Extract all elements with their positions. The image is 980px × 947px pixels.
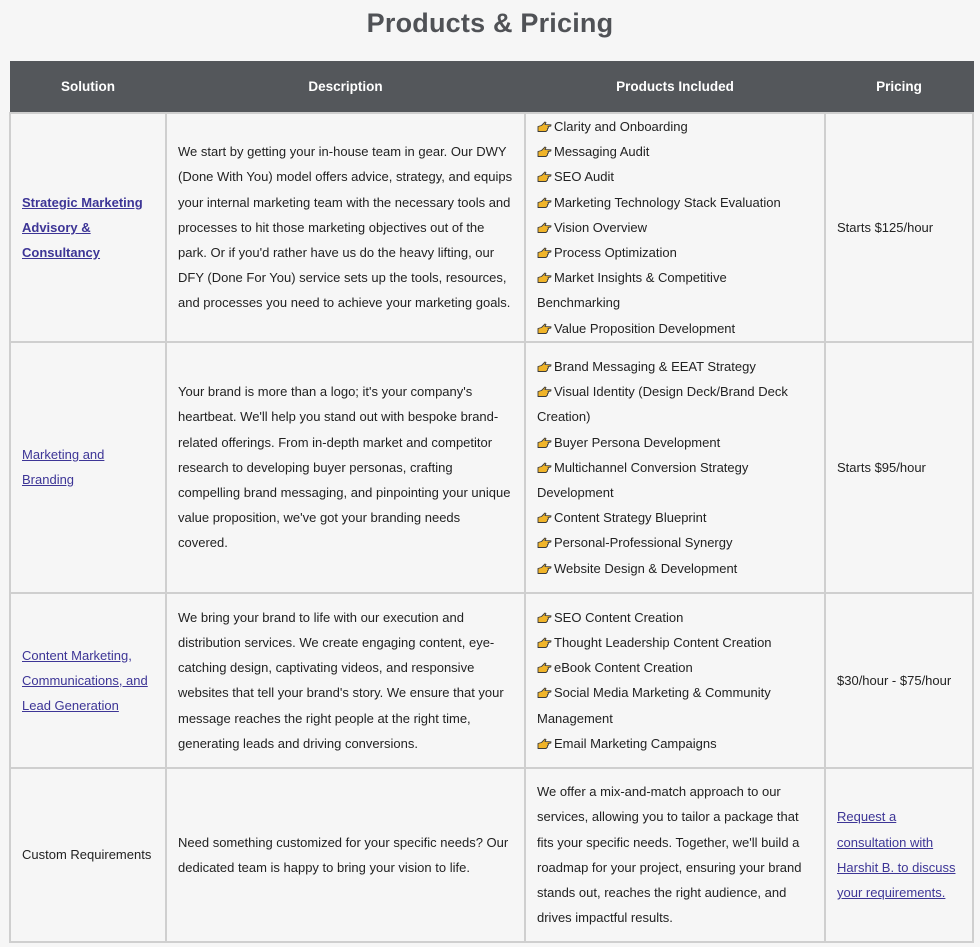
solution-link-marketing-branding[interactable]: Marketing and Branding bbox=[22, 447, 105, 488]
header-solution: Solution bbox=[10, 62, 166, 114]
products-list bbox=[537, 354, 813, 581]
product-item bbox=[537, 190, 813, 215]
product-item-label: Multichannel Conversion Strategy Development bbox=[537, 459, 749, 500]
pricing-table bbox=[9, 61, 974, 943]
page-title: Products & Pricing bbox=[366, 8, 614, 38]
product-item-label: Process Optimization bbox=[554, 245, 677, 261]
pointing-hand-icon bbox=[537, 323, 552, 335]
pointing-hand-icon bbox=[537, 146, 552, 158]
solution-cell bbox=[10, 113, 166, 342]
products-cell: We offer a mix-and-match approach to our services, allowing you to tailor a package that fits your specific needs. Together, we'll build a roadmap for your project, ensuring your brand stands out, reaches the right audience, and drives impactful results. bbox=[525, 768, 825, 942]
pointing-hand-icon bbox=[537, 462, 552, 474]
product-item bbox=[537, 630, 813, 655]
pointing-hand-icon bbox=[537, 121, 552, 133]
table-row bbox=[10, 113, 973, 342]
product-item bbox=[537, 215, 813, 240]
products-cell bbox=[525, 342, 825, 593]
products-list bbox=[537, 114, 813, 341]
product-item-label: Website Design & Development bbox=[554, 560, 738, 576]
product-item bbox=[537, 680, 813, 730]
pointing-hand-icon bbox=[537, 437, 552, 449]
pointing-hand-icon bbox=[537, 197, 552, 209]
solution-cell bbox=[10, 342, 166, 593]
products-cell bbox=[525, 113, 825, 342]
solution-link-strategic-marketing[interactable]: Strategic Marketing Advisory & Consultancy bbox=[22, 194, 143, 261]
pointing-hand-icon bbox=[537, 563, 552, 575]
solution-cell bbox=[10, 593, 166, 768]
solution-link-content-marketing[interactable]: Content Marketing, Communications, and Lead Generation bbox=[22, 647, 148, 713]
table-header-row bbox=[10, 62, 973, 114]
pricing-cell: Starts $95/hour bbox=[825, 342, 973, 593]
product-item-label: Brand Messaging & EEAT Strategy bbox=[554, 358, 756, 374]
table-row bbox=[10, 768, 973, 942]
product-item bbox=[537, 530, 813, 555]
pointing-hand-icon bbox=[537, 361, 552, 373]
header-products-included: Products Included bbox=[525, 62, 825, 114]
products-cell bbox=[525, 593, 825, 768]
pointing-hand-icon bbox=[537, 222, 552, 234]
product-item-label: Market Insights & Competitive Benchmarking bbox=[537, 270, 727, 311]
product-item-label: Email Marketing Campaigns bbox=[554, 735, 717, 751]
table-row bbox=[10, 593, 973, 768]
pricing-cell: $30/hour - $75/hour bbox=[825, 593, 973, 768]
product-item-label: Personal-Professional Synergy bbox=[554, 535, 733, 551]
product-item-label: Marketing Technology Stack Evaluation bbox=[554, 194, 781, 210]
description-cell: Your brand is more than a logo; it's your company's heartbeat. We'll help you stand out with bespoke brand-related offerings. From in-depth market and competitor research to developing buyer personas, crafting compelling brand messaging, and pinpointing your unique value proposition, we've got your branding needs covered. bbox=[166, 342, 525, 593]
product-item bbox=[537, 430, 813, 455]
pricing-cell bbox=[825, 768, 973, 942]
products-list bbox=[537, 605, 813, 756]
table-row bbox=[10, 342, 973, 593]
product-item-label: Vision Overview bbox=[554, 219, 647, 235]
request-consultation-link[interactable]: Request a consultation with Harshit B. to discuss your requirements. bbox=[837, 809, 956, 901]
description-cell: Need something customized for your specific needs? Our dedicated team is happy to bring your vision to life. bbox=[166, 768, 525, 942]
product-item bbox=[537, 240, 813, 265]
pointing-hand-icon bbox=[537, 386, 552, 398]
pointing-hand-icon bbox=[537, 637, 552, 649]
pointing-hand-icon bbox=[537, 687, 552, 699]
product-item-label: Visual Identity (Design Deck/Brand Deck Creation) bbox=[537, 384, 788, 425]
product-item-label: SEO Content Creation bbox=[554, 609, 684, 625]
product-item-label: Clarity and Onboarding bbox=[554, 119, 688, 134]
header-description: Description bbox=[166, 62, 525, 114]
pointing-hand-icon bbox=[537, 612, 552, 624]
product-item bbox=[537, 265, 813, 315]
product-item-label: Messaging Audit bbox=[554, 144, 650, 160]
product-item bbox=[537, 139, 813, 164]
product-item bbox=[537, 114, 813, 139]
product-item bbox=[537, 731, 813, 756]
pointing-hand-icon bbox=[537, 537, 552, 549]
pointing-hand-icon bbox=[537, 738, 552, 750]
product-item-label: Content Strategy Blueprint bbox=[554, 510, 707, 526]
solution-cell: Custom Requirements bbox=[10, 768, 166, 942]
description-cell: We bring your brand to life with our execution and distribution services. We create engaging content, eye-catching design, captivating videos, and responsive websites that tell your brand's story. We ensure that your message reaches the right people at the right time, generating leads and driving conversions. bbox=[166, 593, 525, 768]
product-item bbox=[537, 655, 813, 680]
pointing-hand-icon bbox=[537, 662, 552, 674]
pointing-hand-icon bbox=[537, 272, 552, 284]
product-item bbox=[537, 505, 813, 530]
product-item bbox=[537, 605, 813, 630]
product-item bbox=[537, 556, 813, 581]
product-item-label: Value Proposition Development bbox=[554, 320, 736, 336]
product-item-label: Thought Leadership Content Creation bbox=[554, 634, 772, 650]
pointing-hand-icon bbox=[537, 512, 552, 524]
product-item bbox=[537, 455, 813, 505]
product-item bbox=[537, 379, 813, 429]
description-cell: We start by getting your in-house team in gear. Our DWY (Done With You) model offers advice, strategy, and equips your internal marketing team with the necessary tools and processes to hit those marketing objectives out of the park. Or if you'd rather have us do the heavy lifting, our DFY (Done For You) service sets up the tools, resources, and processes you need to achieve your marketing goals. bbox=[166, 113, 525, 342]
product-item bbox=[537, 164, 813, 189]
product-item-label: SEO Audit bbox=[554, 169, 614, 185]
header-pricing: Pricing bbox=[825, 62, 973, 114]
product-item-label: Buyer Persona Development bbox=[554, 434, 721, 450]
product-item bbox=[537, 354, 813, 379]
product-item-label: Social Media Marketing & Community Management bbox=[537, 685, 771, 726]
product-item-label: eBook Content Creation bbox=[554, 660, 693, 676]
pointing-hand-icon bbox=[537, 171, 552, 183]
pricing-cell: Starts $125/hour bbox=[825, 113, 973, 342]
pointing-hand-icon bbox=[537, 247, 552, 259]
product-item bbox=[537, 316, 813, 341]
